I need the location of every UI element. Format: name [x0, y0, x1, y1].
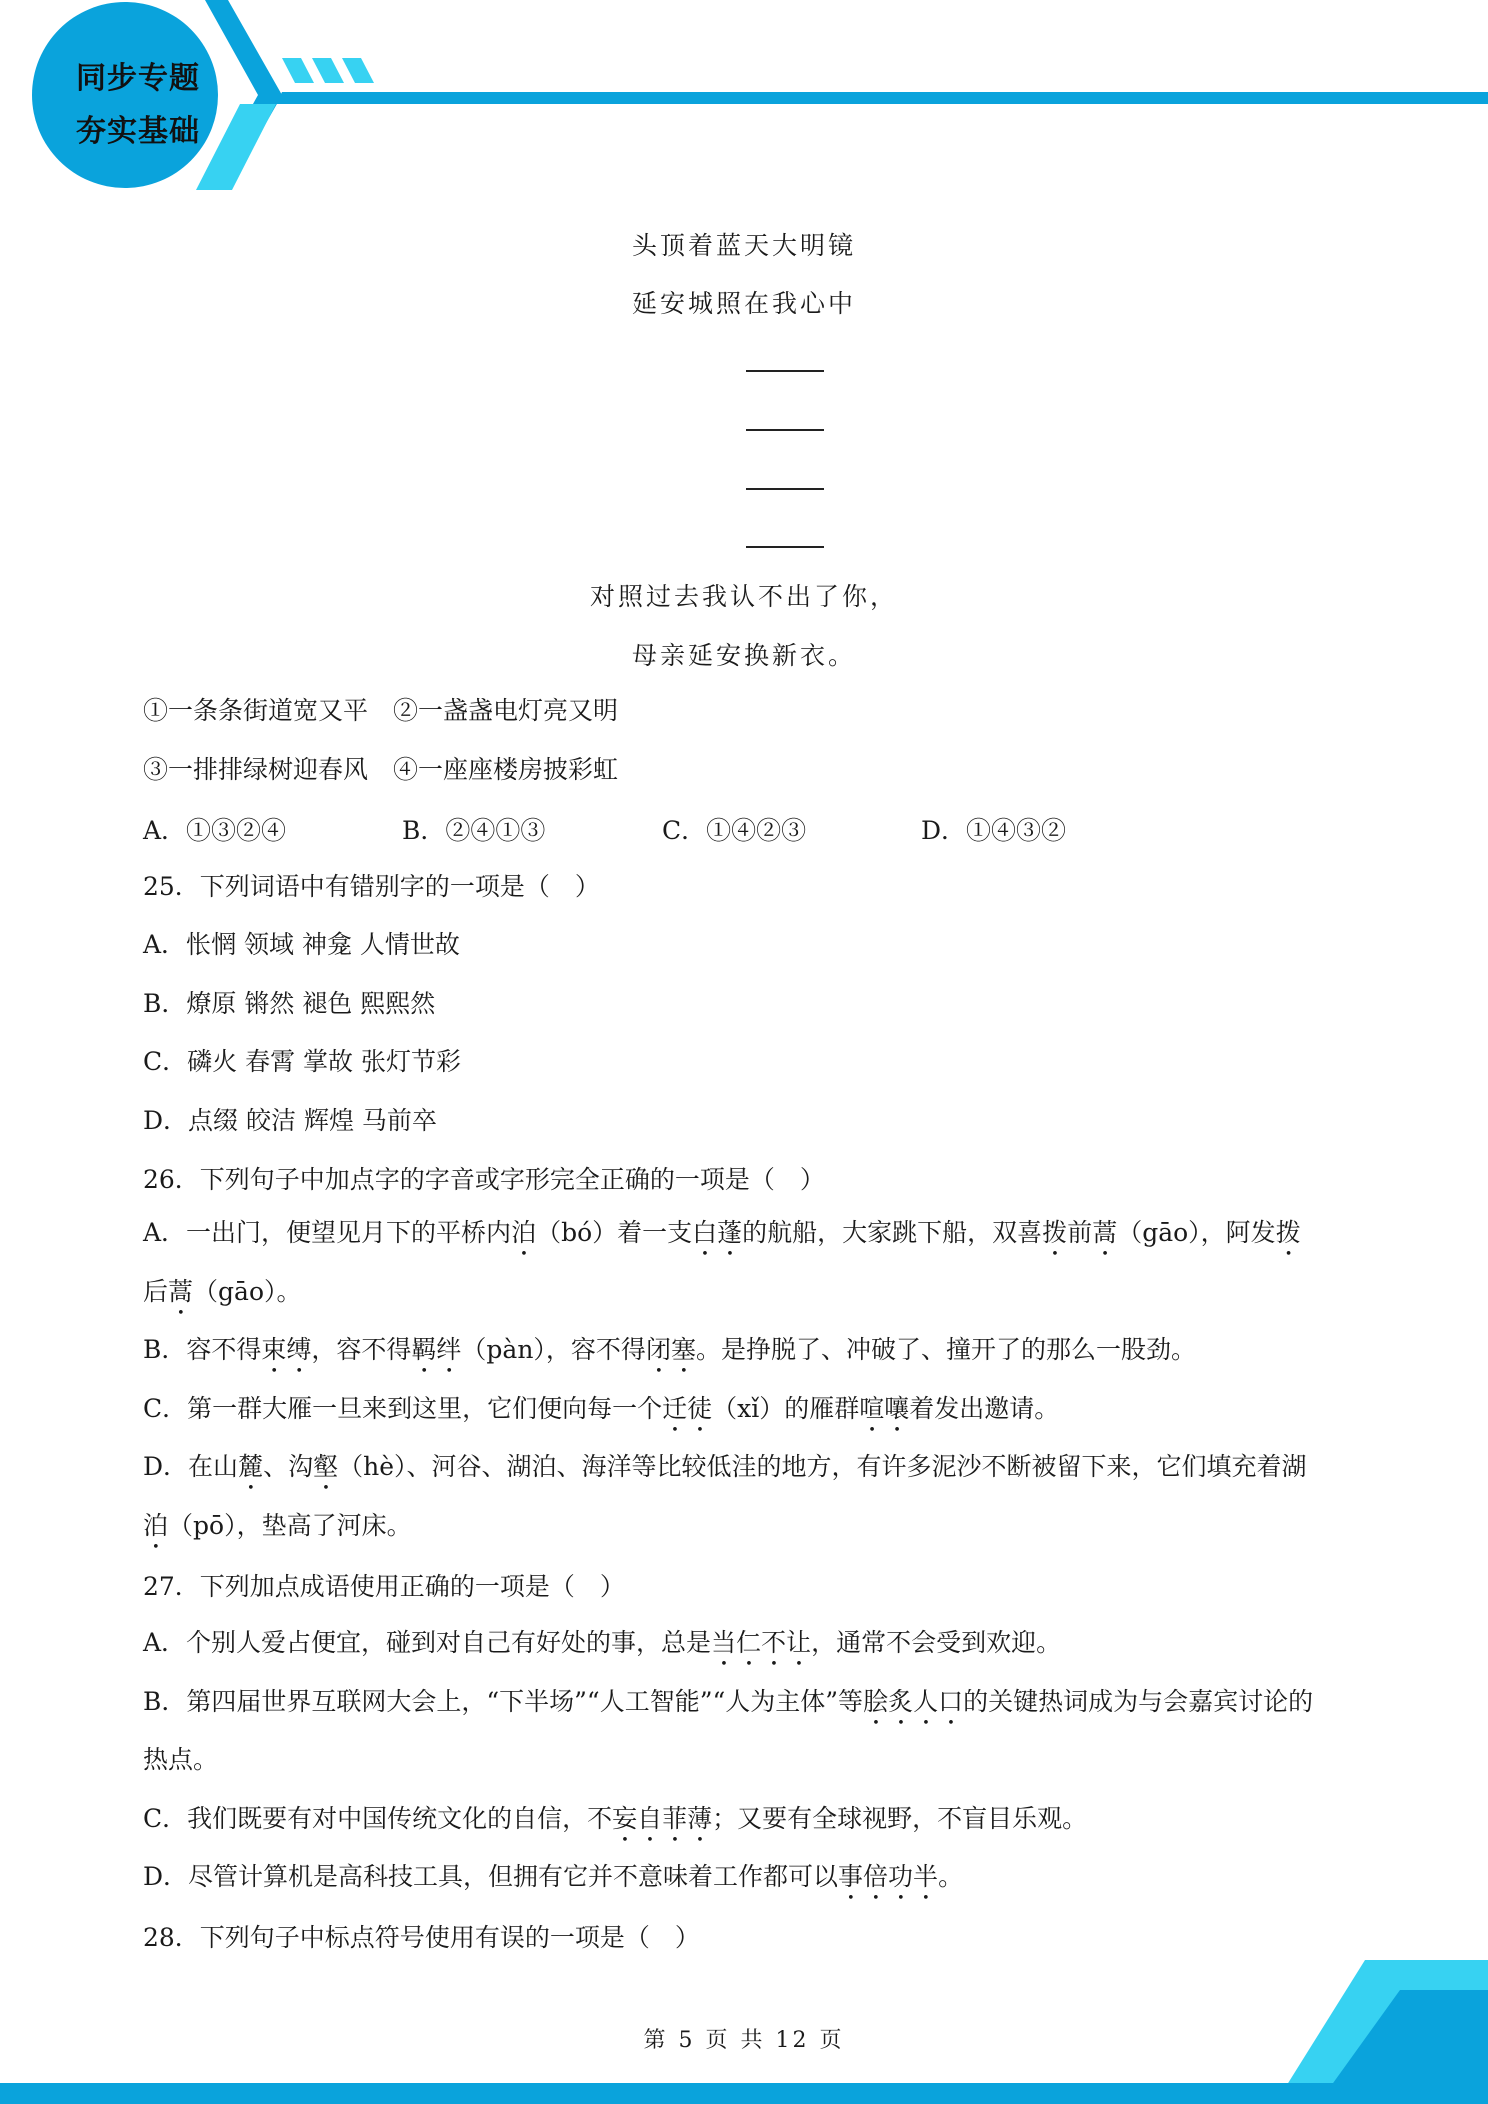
q24-option-d: D．①④③② — [921, 816, 1067, 845]
q27-option-c: C．我们既要有对中国传统文化的自信，不妄自菲薄；又要有全球视野，不盲目乐观。 — [143, 1804, 1088, 1833]
badge-text-line2: 夯实基础 — [76, 114, 200, 149]
poem-line-3: 对照过去我认不出了你， — [589, 582, 898, 611]
q27-option-b-cont: 热点。 — [143, 1745, 219, 1774]
header-decoration — [0, 0, 1488, 200]
q26-stem: 26．下列句子中加点字的字音或字形完全正确的一项是（ ） — [143, 1165, 825, 1194]
q24-option-a: A．①③②④ — [143, 816, 287, 845]
poem-line-4: 母亲延安换新衣。 — [631, 641, 856, 670]
page-number: 第 5 页 共 12 页 — [643, 2028, 845, 2053]
q27-option-b: B．第四届世界互联网大会上，“下半场”“人工智能”“人为主体”等脍炙人口的关键热词成为与会嘉宾讨论的 — [143, 1687, 1314, 1716]
header-rule — [276, 92, 1488, 104]
poem-line-1: 头顶着蓝天大明镜 — [631, 231, 856, 260]
q24-choice-row-1: ①一条条街道宽又平 ②一盏盏电灯亮又明 — [143, 696, 619, 725]
q25-option-d: D．点缀 皎洁 辉煌 马前卒 — [143, 1106, 437, 1135]
q24-choice-row-2: ③一排排绿树迎春风 ④一座座楼房披彩虹 — [143, 755, 619, 784]
q25-stem: 25．下列词语中有错别字的一项是（ ） — [143, 872, 600, 901]
poem-blank-2 — [746, 429, 824, 431]
stripe-2 — [312, 58, 344, 83]
badge-text-line1: 同步专题 — [76, 61, 200, 96]
q28-stem: 28．下列句子中标点符号使用有误的一项是（ ） — [143, 1923, 700, 1952]
q24-option-c: C．①④②③ — [662, 816, 807, 845]
poem-blank-3 — [746, 488, 824, 490]
q26-option-a-cont: 后蒿（gāo）。 — [143, 1277, 302, 1306]
poem-blank-4 — [746, 546, 824, 548]
q27-option-a: A．个别人爱占便宜，碰到对自己有好处的事，总是当仁不让，通常不会受到欢迎。 — [143, 1628, 1062, 1657]
q26-option-b: B．容不得束缚，容不得羁绊（pàn），容不得闭塞。是挣脱了、冲破了、撞开了的那么一股劲。 — [143, 1335, 1196, 1364]
q26-option-d-cont: 泊（pō），垫高了河床。 — [143, 1511, 412, 1540]
q25-option-b: B．燎原 锵然 褪色 熙熙然 — [143, 989, 436, 1018]
q25-option-a: A．怅惘 领域 神龛 人情世故 — [143, 930, 460, 959]
footer-rule — [0, 2083, 1488, 2104]
poem-line-2: 延安城照在我心中 — [631, 289, 856, 318]
q27-option-d: D．尽管计算机是高科技工具，但拥有它并不意味着工作都可以事倍功半。 — [143, 1862, 964, 1891]
q24-option-b: B．②④①③ — [402, 816, 546, 845]
q26-option-c: C．第一群大雁一旦来到这里，它们便向每一个迁徒（xǐ）的雁群喧嚷着发出邀请。 — [143, 1394, 1060, 1423]
q26-option-d: D．在山麓、沟壑（hè）、河谷、湖泊、海洋等比较低洼的地方，有许多泥沙不断被留下来，它们填充着湖 — [143, 1452, 1307, 1481]
stripe-1 — [282, 58, 314, 83]
stripe-3 — [342, 58, 374, 83]
poem-blank-1 — [746, 370, 824, 372]
q27-stem: 27．下列加点成语使用正确的一项是（ ） — [143, 1572, 625, 1601]
q26-option-a: A．一出门，便望见月下的平桥内泊（bó）着一支白蓬的航船，大家跳下船，双喜拨前蒿（gāo），阿发拨 — [143, 1218, 1301, 1247]
q25-option-c: C．磷火 春霄 掌故 张灯节彩 — [143, 1047, 461, 1076]
